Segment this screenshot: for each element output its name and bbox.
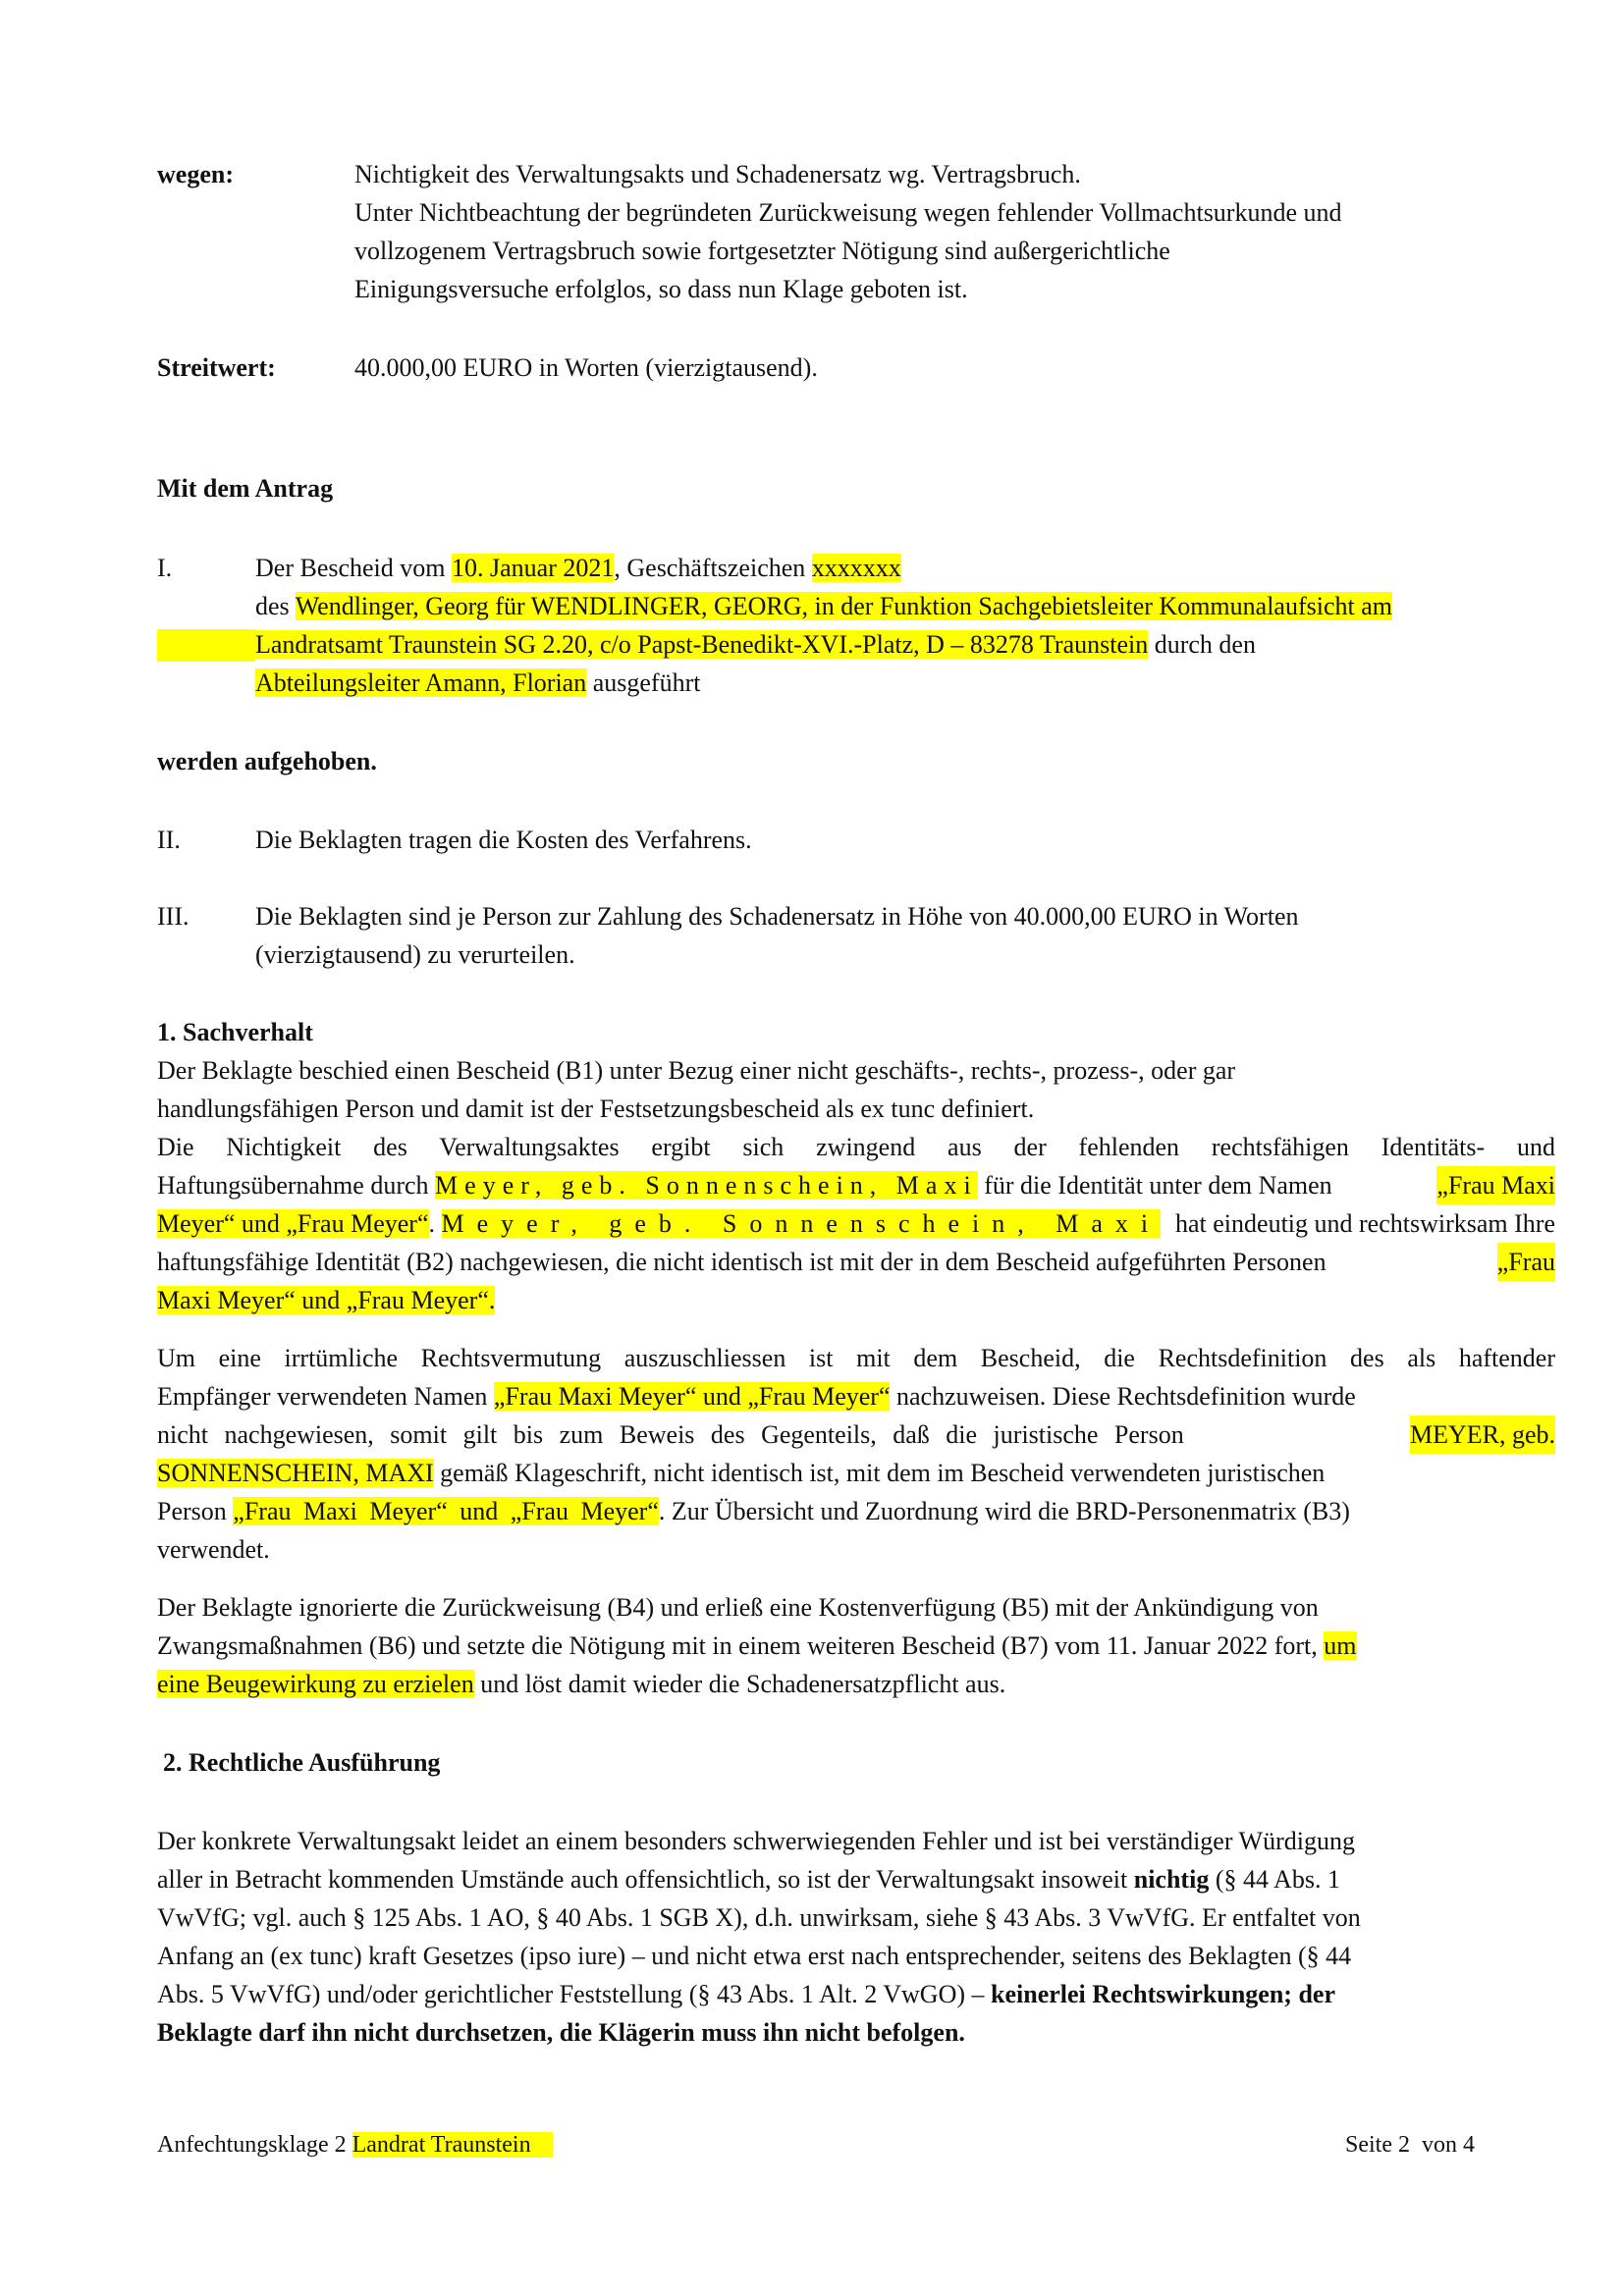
sachverhalt-p2-line-5: [157, 1281, 495, 1319]
sachverhalt-p2-line-4: haftungsfähige Identität (B2) nachgewiesen, die nicht identisch ist mit der in dem Bescheid aufgeführten Personen „Frau: [157, 1243, 1555, 1281]
antrag-heading: Mit dem Antrag: [157, 474, 334, 503]
sachverhalt-p3-line-5: Person „Frau Maxi Meyer“ und „Frau Meyer“. Zur Übersicht und Zuordnung wird die BRD-Personenmatrix (B3): [157, 1497, 1350, 1525]
address-highlight: Landratsamt Traunstein SG 2.20, c/o Papst-Benedikt-XVI.-Platz, D – 83278 Traunstein: [255, 630, 1149, 659]
item-2-text: Die Beklagten tragen die Kosten des Verfahrens.: [255, 826, 752, 854]
frau-highlight: „Frau: [1497, 1243, 1555, 1281]
frau-maxi-meyer-highlight: „Frau Maxi Meyer“ und „Frau Meyer“: [493, 1382, 891, 1411]
um-highlight: um: [1324, 1631, 1357, 1660]
wegen-line-4: Einigungsversuche erfolglos, so dass nun Klage geboten ist.: [354, 275, 968, 303]
item-3-line-2: (vierzigtausend) zu verurteilen.: [255, 940, 575, 969]
streitwert-value: 40.000,00 EURO in Worten (vierzigtausend).: [354, 353, 818, 382]
frau-maxi-meyer-highlight-2: „Frau Maxi Meyer“ und „Frau Meyer“: [233, 1497, 659, 1525]
geschaeftszeichen-highlight: xxxxxxx: [811, 554, 901, 582]
sachverhalt-p3-line-4: SONNENSCHEIN, MAXI gemäß Klageschrift, nicht identisch ist, mit dem im Bescheid verwendeten juristischen: [157, 1459, 1326, 1487]
rechtlich-heading: 2. Rechtliche Ausführung: [163, 1748, 441, 1777]
official-highlight: Wendlinger, Georg für WENDLINGER, GEORG, in der Funktion Sachgebietsleiter Kommunalaufsicht am: [295, 592, 1392, 620]
margin-highlight-bar: [157, 629, 255, 662]
wegen-line-3: vollzogenem Vertragsbruch sowie fortgesetzter Nötigung sind außergerichtliche: [354, 237, 1170, 265]
sachverhalt-p2-line-2: Haftungsübernahme durch Meyer, geb. Sonnenschein, Maxi für die Identität unter dem Namen „Frau Maxi: [157, 1166, 1555, 1204]
wegen-line-1: Nichtigkeit des Verwaltungsakts und Schadenersatz wg. Vertragsbruch.: [354, 160, 1081, 188]
sachverhalt-p2-line-1: Die Nichtigkeit des Verwaltungsaktes ergibt sich zwingend aus der fehlenden rechtsfähigen Identitäts- und: [157, 1133, 1555, 1161]
rechtlich-line-3: VwVfG; vgl. auch § 125 Abs. 1 AO, § 40 Abs. 1 SGB X), d.h. unwirksam, siehe § 43 Abs. 3 VwVfG. Er entfaltet von: [157, 1903, 1361, 1932]
wegen-line-2: Unter Nichtbeachtung der begründeten Zurückweisung wegen fehlender Vollmachtsurkunde und: [354, 198, 1342, 227]
item-1-line-4: Abteilungsleiter Amann, Florian ausgeführt: [255, 668, 701, 697]
beugewirkung-highlight: eine Beugewirkung zu erzielen: [157, 1670, 474, 1698]
item-3-number: III.: [157, 902, 189, 931]
name-highlight-2: Meyer, geb. Sonnenschein, Maxi: [441, 1209, 1162, 1238]
sachverhalt-p3-line-2: Empfänger verwendeten Namen „Frau Maxi Meyer“ und „Frau Meyer“ nachzuweisen. Diese Rechtsdefinition wurde: [157, 1382, 1356, 1411]
item-1-number: I.: [157, 554, 173, 582]
aufgehoben-text: werden aufgehoben.: [157, 747, 377, 775]
date-highlight: 10. Januar 2021: [452, 554, 615, 582]
footer-highlight: Landrat Traunstein: [352, 2132, 553, 2158]
sachverhalt-p4-line-3: eine Beugewirkung zu erzielen und löst damit wieder die Schadenersatzpflicht aus.: [157, 1670, 1006, 1698]
sachverhalt-p3-line-1: Um eine irrtümliche Rechtsvermutung auszuschliessen ist mit dem Bescheid, die Rechtsdefinition des als haftender: [157, 1344, 1555, 1372]
sonnenschein-highlight: SONNENSCHEIN, MAXI: [157, 1459, 434, 1487]
sachverhalt-p3-line-3: nicht nachgewiesen, somit gilt bis zum Beweis des Gegenteils, daß die juristische Person MEYER, geb.: [157, 1415, 1555, 1454]
rechtlich-line-5: Abs. 5 VwVfG) und/oder gerichtlicher Feststellung (§ 43 Abs. 1 Alt. 2 VwGO) – keinerlei Rechtswirkungen; der: [157, 1980, 1335, 2008]
sachverhalt-heading: 1. Sachverhalt: [157, 1018, 313, 1046]
item-1-line-3: Landratsamt Traunstein SG 2.20, c/o Papst-Benedikt-XVI.-Platz, D – 83278 Traunstein durch den: [255, 630, 1256, 659]
wegen-label: wegen:: [157, 160, 234, 188]
sachverhalt-p1-line-2: handlungsfähigen Person und damit ist der Festsetzungsbescheid als ex tunc definiert.: [157, 1095, 1035, 1123]
maxi-meyer-highlight: Maxi Meyer“ und „Frau Meyer“.: [157, 1286, 496, 1314]
footer-left: Anfechtungsklage 2 Landrat Traunstein: [157, 2130, 553, 2160]
frau-maxi-highlight: „Frau Maxi: [1436, 1166, 1555, 1204]
rechtlich-line-4: Anfang an (ex tunc) kraft Gesetzes (ipso iure) – und nicht etwa erst nach entsprechender, seitens des Beklagten (§ 44: [157, 1942, 1352, 1970]
item-3-line-1: Die Beklagten sind je Person zur Zahlung des Schadenersatz in Höhe von 40.000,00 EURO in Worten: [255, 902, 1299, 931]
item-1-line-1: Der Bescheid vom 10. Januar 2021, Geschäftszeichen xxxxxxx: [255, 554, 901, 582]
rechtlich-line-2: aller in Betracht kommenden Umstände auch offensichtlich, so ist der Verwaltungsakt insoweit nichtig (§ 44 Abs. 1: [157, 1865, 1340, 1894]
frau-meyer-highlight: Meyer“ und „Frau Meyer“: [157, 1209, 429, 1238]
sachverhalt-p4-line-2: Zwangsmaßnahmen (B6) und setzte die Nötigung mit in einem weiteren Bescheid (B7) vom 11. Januar 2022 fort, um: [157, 1631, 1357, 1660]
sachverhalt-p4-line-1: Der Beklagte ignorierte die Zurückweisung (B4) und erließ eine Kostenverfügung (B5) mit der Ankündigung von: [157, 1593, 1319, 1622]
abteilungsleiter-highlight: Abteilungsleiter Amann, Florian: [255, 668, 587, 697]
item-2-number: II.: [157, 826, 181, 854]
rechtlich-line-6: Beklagte darf ihn nicht durchsetzen, die Klägerin muss ihn nicht befolgen.: [157, 2018, 965, 2047]
rechtlich-line-1: Der konkrete Verwaltungsakt leidet an einem besonders schwerwiegenden Fehler und ist bei verständiger Würdigung: [157, 1827, 1355, 1855]
sachverhalt-p2-line-3: Meyer“ und „Frau Meyer“. Meyer, geb. Sonnenschein, Maxi hat eindeutig und rechtswirksam Ihre: [157, 1209, 1555, 1238]
streitwert-label: Streitwert:: [157, 353, 276, 382]
page-number: Seite 2 von 4: [1345, 2132, 1475, 2158]
meyer-geb-highlight: MEYER, geb.: [1410, 1415, 1555, 1454]
name-highlight: Meyer, geb. Sonnenschein, Maxi: [435, 1171, 978, 1200]
sachverhalt-p3-line-6: verwendet.: [157, 1535, 270, 1564]
item-1-line-2: des Wendlinger, Georg für WENDLINGER, GEORG, in der Funktion Sachgebietsleiter Kommunalaufsicht am: [255, 592, 1392, 620]
sachverhalt-p1-line-1: Der Beklagte beschied einen Bescheid (B1) unter Bezug einer nicht geschäfts-, rechts-, prozess-, oder gar: [157, 1056, 1236, 1085]
